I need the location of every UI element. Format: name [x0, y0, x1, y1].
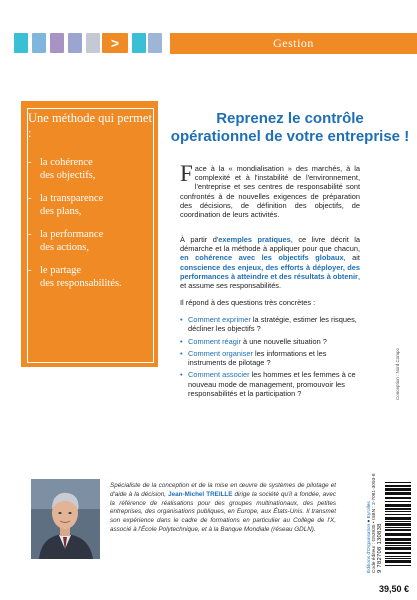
bullet-icon: • — [180, 315, 183, 324]
barcode-bar — [385, 547, 411, 550]
point-rest: des responsabilités. — [40, 277, 122, 289]
point-first: la performance — [40, 229, 104, 240]
publisher-code: Code éditeur : G53935 • ISBN : 2-7081-3093-8 — [372, 473, 377, 573]
question-item — [180, 349, 364, 368]
barcode-bar — [385, 504, 411, 507]
tab-swatch-5 — [86, 33, 100, 53]
point-first: le partage — [40, 265, 82, 276]
p2-highlight-3: conscience des enjeux, des efforts à déployer, des performances à atteindre et des résultats à obtenir — [180, 262, 360, 281]
barcode-bar — [385, 545, 411, 546]
point-rest: des actions, — [40, 241, 89, 253]
question-lead: Comment exprimer — [188, 315, 251, 324]
point-first: la transparence — [40, 193, 104, 204]
barcode-bar — [385, 511, 411, 512]
question-rest: les informations et les instruments de pilotage ? — [188, 348, 327, 368]
author-name: Jean-Michel TREILLE — [168, 490, 233, 498]
barcode-bar — [385, 542, 411, 544]
publisher-brand-2: Eyrolles — [367, 501, 372, 519]
barcode-bar — [385, 482, 411, 483]
question-rest: à une nouvelle situation ? — [240, 336, 327, 346]
author-photo — [31, 479, 100, 559]
barcode-bar — [385, 517, 411, 520]
publisher-info — [367, 473, 377, 573]
tab-swatch-7 — [148, 33, 162, 53]
dash-marker: - — [28, 229, 32, 240]
drop-cap: F — [180, 161, 193, 186]
question-item — [180, 315, 364, 334]
question-lead: Comment organiser — [188, 348, 253, 358]
barcode-bar — [385, 533, 411, 536]
barcode-bar — [385, 485, 411, 487]
question-lead: Comment associer — [188, 370, 250, 380]
chevron-right-icon: > — [102, 33, 128, 53]
question-list — [180, 315, 364, 401]
question-item — [180, 370, 364, 398]
barcode-bar — [385, 501, 411, 502]
dash-marker: - — [28, 193, 32, 204]
panel-intro: Une méthode qui permet : — [28, 111, 152, 140]
paragraph-questions-intro — [180, 298, 360, 307]
question-item — [180, 337, 364, 346]
barcode-bar — [385, 488, 411, 491]
barcode-bars — [383, 478, 413, 570]
dash-marker: - — [28, 265, 32, 276]
p2-part-c: , ait — [343, 253, 360, 263]
publisher-brand: Éditions d'Organisation — [367, 523, 372, 573]
barcode-bar — [385, 527, 411, 528]
tab-swatch-2 — [32, 33, 46, 53]
paragraph-intro-text: ace à la « mondialisation » des marchés, à la complexité et à l'instabilité de l'environnement, l'entreprise et ses centres de responsabilité sont confrontés à de nouvelles exigences de préparation des décisions, de définition des objectifs, de coordination de leurs activités. — [180, 164, 360, 220]
point-rest: des objectifs, — [40, 169, 96, 181]
barcode-bar — [385, 538, 411, 541]
author-bio — [110, 482, 336, 535]
question-lead: Comment réagir — [188, 336, 241, 346]
price: 39,50 € — [379, 584, 410, 594]
barcode-bar — [385, 558, 411, 559]
bullet-icon: • — [180, 348, 183, 358]
question-rest: la stratégie, estimer les risques, décliner les objectifs ? — [188, 315, 357, 334]
isbn-number: 9 782708 130838 — [377, 523, 383, 573]
barcode-bar — [385, 529, 411, 531]
collection-name — [170, 33, 417, 54]
p2-part-d: , et assume ses responsabilités. — [180, 271, 360, 291]
barcode-bar — [385, 492, 411, 495]
bullet-icon: • — [180, 370, 183, 380]
p2-part-a: À partir d' — [180, 235, 219, 244]
tab-swatch-1 — [14, 33, 28, 53]
panel-point-4 — [28, 265, 152, 290]
tab-swatch-3 — [50, 33, 64, 53]
barcode-bar — [385, 556, 411, 557]
p2-highlight-2: en cohérence avec les objectifs globaux — [180, 253, 344, 263]
paragraph-intro — [180, 161, 360, 220]
panel-point-1 — [28, 157, 152, 182]
bio-part-a: Spécialiste de la conception et de la mise en œuvre de systèmes de pilotage et d'aide à la décision, — [110, 482, 336, 498]
p2-highlight-1: exemples pratiques — [218, 235, 291, 244]
bio-part-b: dirige la société qu'il a fondée, avec la référence de réalisations pour des groupes multinationaux, des petites entreprises, des organisations publiques, en Europe, aux États-Unis. Il transmet son expérience dans le cadre de formations en particulier au Collège de l'X, associé à l'École Polytechnique, et à la Banque Mondiale (réseau GDLN). — [110, 490, 336, 533]
publisher-sep: ● — [367, 518, 372, 524]
barcode-bar — [385, 565, 411, 566]
point-rest: des plans, — [40, 205, 82, 217]
barcode-bar — [385, 521, 411, 522]
barcode-bar — [385, 508, 411, 510]
barcode — [383, 478, 413, 570]
bullet-icon: • — [180, 336, 183, 346]
panel-point-2 — [28, 193, 152, 218]
barcode-bar — [385, 523, 411, 526]
point-first: la cohérence — [40, 157, 93, 168]
barcode-bar — [385, 552, 411, 554]
barcode-bar — [385, 497, 411, 499]
barcode-bar — [385, 514, 411, 515]
p2-part-b: , ce livre décrit la démarche et la méthode à appliquer pour que chacun, — [180, 235, 360, 254]
paragraph-method — [180, 235, 360, 290]
panel-point-3 — [28, 229, 152, 254]
tab-swatch-6 — [132, 33, 146, 53]
question-rest: les hommes et les femmes à ce nouveau mode de management, promouvoir les responsabilités et la participation ? — [188, 370, 356, 399]
headline: Reprenez le contrôle opérationnel de votre entreprise ! — [170, 110, 410, 145]
tab-swatch-4 — [68, 33, 82, 53]
design-credit: Conception : Nord Compo — [395, 347, 400, 400]
author-portrait-image — [31, 479, 100, 559]
barcode-bar — [385, 560, 411, 563]
p3-text: Il répond à des questions très concrètes : — [180, 298, 316, 307]
dash-marker: - — [28, 157, 32, 168]
collection-label: Gestion — [273, 36, 314, 50]
